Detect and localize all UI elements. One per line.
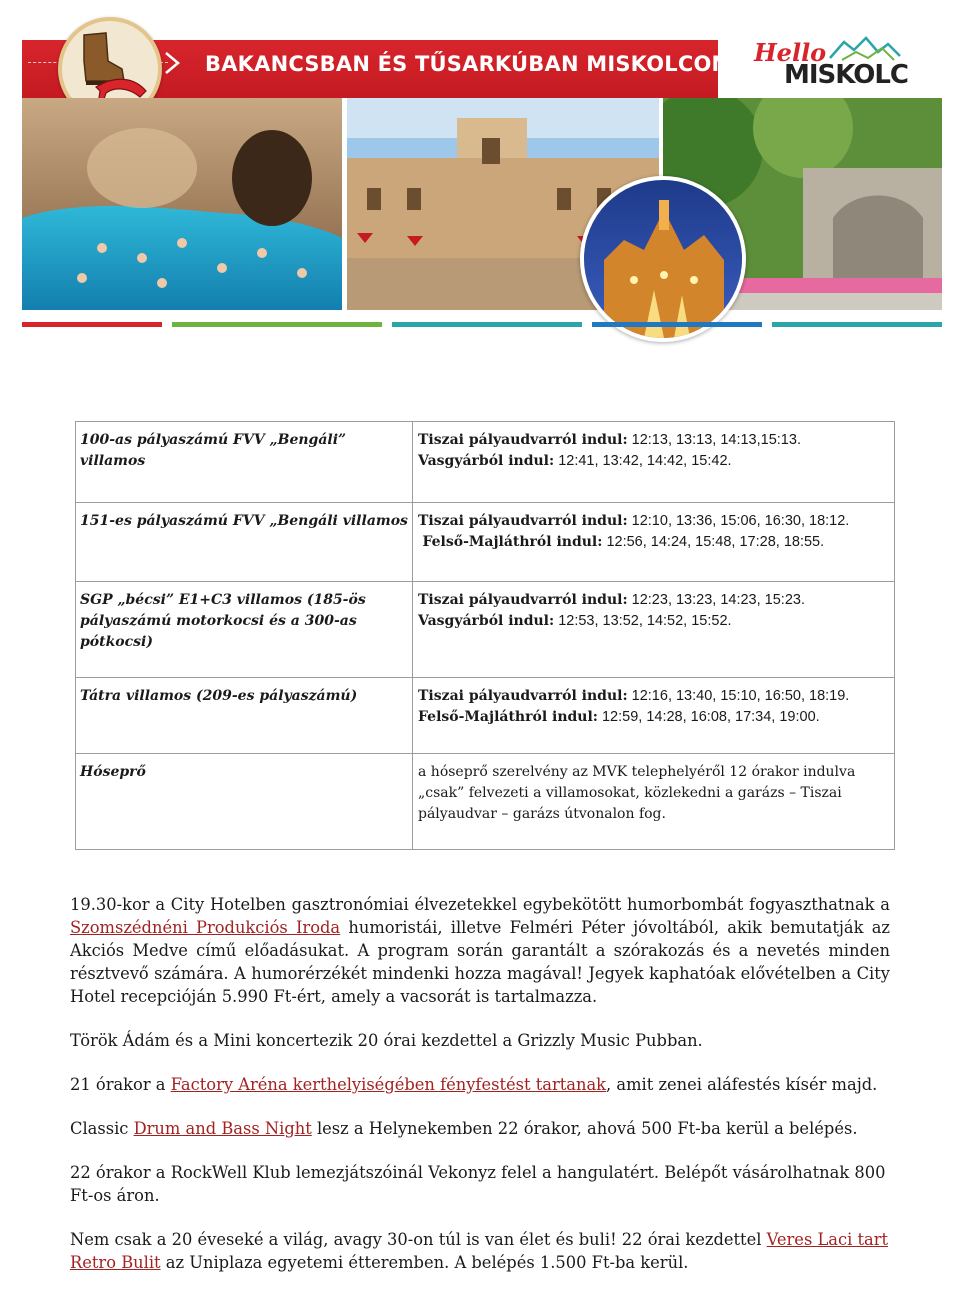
tram-schedule-table xyxy=(75,421,895,850)
paragraph-rockwell: 22 órakor a RockWell Klub lemezjátszóinál Vekonyz felel a hangulatért. Belépőt vásárolhatnak 800 Ft-os áron. xyxy=(70,1163,886,1205)
text-segment: az Uniplaza egyetemi étteremben. A belépés 1.500 Ft-ba kerül. xyxy=(160,1253,689,1272)
stripe-blue xyxy=(592,322,762,327)
departure-times: 12:56, 14:24, 15:48, 17:28, 18:55. xyxy=(602,534,825,550)
paragraph-drum-and-bass xyxy=(70,1117,890,1140)
text-segment: 21 órakor a xyxy=(70,1075,171,1094)
departure-label: Vasgyárból indul: xyxy=(418,613,555,629)
departure-label: Vasgyárból indul: xyxy=(418,453,555,469)
departure-label: Tiszai pályaudvarról indul: xyxy=(418,432,628,448)
szomszedneni-link[interactable]: Szomszédnéni Produkciós Iroda xyxy=(70,918,341,937)
hello-miskolc-logo xyxy=(744,30,944,100)
departure-label: Felső-Majláthról indul: xyxy=(418,709,598,725)
tram-name: SGP „bécsi” E1+C3 villamos (185-ös pályaszámú motorkocsi és a 300-as pótkocsi) xyxy=(76,582,413,678)
text-segment: , amit zenei aláfestés kísér majd. xyxy=(606,1075,878,1094)
event-descriptions xyxy=(70,893,890,1295)
departure-label: Felső-Majláthról indul: xyxy=(422,534,603,550)
tram-name: Hóseprő xyxy=(76,754,413,850)
stripe-green xyxy=(172,322,382,327)
departure-times: 12:53, 13:52, 14:52, 15:52. xyxy=(554,613,732,629)
departure-label: Tiszai pályaudvarról indul: xyxy=(418,688,628,704)
table-row xyxy=(76,422,895,503)
tram-name: 151-es pályaszámú FVV „Bengáli villamos xyxy=(76,503,413,582)
text-segment: humoristái, illetve Felméri Péter jóvoltából, akik bemutatják az Akciós Medve című előadásukat. A program során garantált a szórakozás és a nevetés minden résztvevő számára. A humorérzékét mindenki hozza magával! Jegyek kaphatóak elővételben a City Hotel recepcióján 5.990 Ft-ért, amely a vacsorát is tartalmazza. xyxy=(70,918,890,1006)
departure-times: 12:16, 13:40, 15:10, 16:50, 18:19. xyxy=(627,688,850,704)
tram-times xyxy=(413,582,895,678)
logo-hello-text: Hello xyxy=(754,38,827,67)
table-row xyxy=(76,754,895,850)
departure-times: 12:10, 13:36, 15:06, 16:30, 18:12. xyxy=(627,513,850,529)
tram-name: 100-as pályaszámú FVV „Bengáli” villamos xyxy=(76,422,413,503)
departure-times: 12:23, 13:23, 14:23, 15:23. xyxy=(627,592,805,608)
cave-bath-photo xyxy=(22,98,342,310)
chevron-right-icon xyxy=(162,50,184,76)
factory-arena-link[interactable]: Factory Aréna kerthelyiségében fényfestést tartanak xyxy=(170,1075,607,1094)
logo-miskolc-text: MISKOLC xyxy=(784,60,909,90)
tram-times xyxy=(413,422,895,503)
tram-times xyxy=(413,678,895,754)
banner-title: BAKANCSBAN ÉS TŰSARKÚBAN MISKOLCON xyxy=(205,52,730,76)
stripe-teal-2 xyxy=(772,322,942,327)
departure-label: Tiszai pályaudvarról indul: xyxy=(418,513,628,529)
paragraph-retro-buli xyxy=(70,1228,890,1274)
stripe-teal xyxy=(392,322,582,327)
departure-times: 12:41, 13:42, 14:42, 15:42. xyxy=(554,453,732,469)
tram-name: Tátra villamos (209-es pályaszámú) xyxy=(76,678,413,754)
table-row xyxy=(76,503,895,582)
retro-buli-link[interactable]: Veres Laci tart Retro Bulit xyxy=(70,1230,889,1272)
stripe-red xyxy=(22,322,162,327)
paragraph-city-hotel xyxy=(70,893,890,1008)
header-banner xyxy=(0,0,960,340)
drum-and-bass-link[interactable]: Drum and Bass Night xyxy=(133,1119,312,1138)
color-stripes xyxy=(22,322,942,328)
departure-times: 12:13, 13:13, 14:13,15:13. xyxy=(627,432,801,448)
table-row xyxy=(76,678,895,754)
departure-label: Tiszai pályaudvarról indul: xyxy=(418,592,628,608)
photo-collage xyxy=(22,98,942,310)
text-segment: Nem csak a 20 éveseké a világ, avagy 30-on túl is van élet és buli! 22 órai kezdettel xyxy=(70,1230,767,1249)
departure-times: 12:59, 14:28, 16:08, 17:34, 19:00. xyxy=(597,709,820,725)
snowplow-note: a hóseprő szerelvény az MVK telephelyéről 12 órakor indulva „csak” felvezeti a villamosokat, közlekedni a garázs – Tiszai pályaudvar – garázs útvonalon fog. xyxy=(418,764,856,822)
tram-note xyxy=(413,754,895,850)
paragraph-factory-arena xyxy=(70,1073,890,1096)
tram-times xyxy=(413,503,895,582)
paragraph-grizzly: Török Ádám és a Mini koncertezik 20 órai kezdettel a Grizzly Music Pubban. xyxy=(70,1031,703,1050)
text-segment: lesz a Helynekemben 22 órakor, ahová 500 Ft-ba kerül a belépés. xyxy=(311,1119,858,1138)
table-row xyxy=(76,582,895,678)
night-fountain-photo xyxy=(580,176,746,342)
text-segment: 19.30-kor a City Hotelben gasztronómiai élvezetekkel egybekötött humorbombát fogyaszthatnak a xyxy=(70,895,890,914)
text-segment: Classic xyxy=(70,1119,134,1138)
